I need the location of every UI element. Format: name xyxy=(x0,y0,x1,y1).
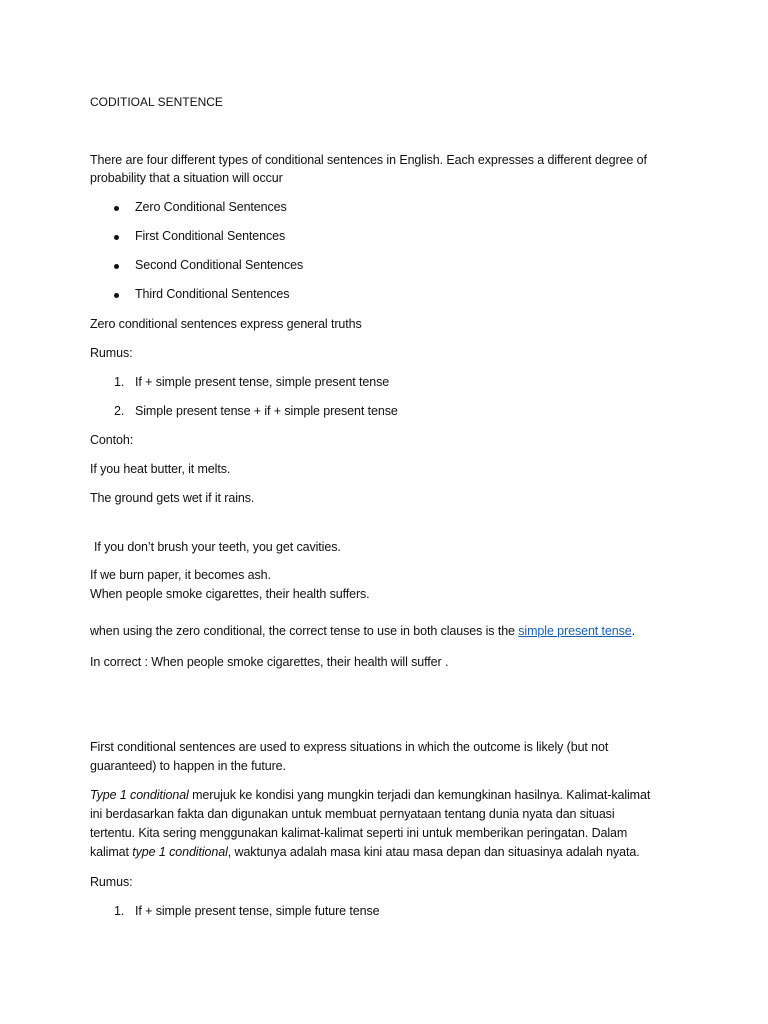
bullet-icon xyxy=(114,293,119,298)
type1-paragraph-line-1 xyxy=(90,787,650,804)
tense-note-text: when using the zero conditional, the correct tense to use in both clauses is the xyxy=(90,624,515,638)
contoh-label: Contoh: xyxy=(90,433,134,447)
type1-text: merujuk ke kondisi yang mungkin terjadi dan kemungkinan hasilnya. Kalimat-kalimat xyxy=(188,788,651,802)
first-conditional-definition-line-1: First conditional sentences are used to express situations in which the outcome is likely (but not xyxy=(90,740,609,754)
list-item-third: Third Conditional Sentences xyxy=(135,287,290,301)
incorrect-example: In correct : When people smoke cigarettes, their health will suffer . xyxy=(90,655,449,669)
type1-italic-term: Type 1 conditional xyxy=(90,788,189,802)
zero-conditional-definition: Zero conditional sentences express general truths xyxy=(90,317,362,331)
example-sentence: If we burn paper, it becomes ash. xyxy=(90,568,271,582)
formula-item: Simple present tense + if + simple present tense xyxy=(135,404,398,418)
intro-paragraph-line-2: probability that a situation will occur xyxy=(90,171,283,185)
intro-paragraph-line-1: There are four different types of conditional sentences in English. Each expresses a different degree of xyxy=(90,153,647,167)
example-sentence: If you don’t brush your teeth, you get cavities. xyxy=(94,540,341,554)
tense-note-period: . xyxy=(631,624,635,638)
document-title: CODITIOAL SENTENCE xyxy=(90,95,223,109)
formula-item: If + simple present tense, simple future tense xyxy=(135,904,380,918)
list-number: 1. xyxy=(114,904,125,918)
list-number: 1. xyxy=(114,375,125,389)
formula-item: If + simple present tense, simple present tense xyxy=(135,375,390,389)
type1-paragraph-line-3: tertentu. Kita sering menggunakan kalimat-kalimat seperti ini untuk memberikan peringatan. Dalam xyxy=(90,826,628,840)
example-sentence: The ground gets wet if it rains. xyxy=(90,491,255,505)
type1-text: , waktunya adalah masa kini atau masa depan dan situasinya adalah nyata. xyxy=(227,845,640,859)
type1-paragraph-line-4 xyxy=(90,844,640,861)
list-item-zero: Zero Conditional Sentences xyxy=(135,200,287,214)
rumus-label: Rumus: xyxy=(90,346,133,360)
list-number: 2. xyxy=(114,404,125,418)
list-item-second: Second Conditional Sentences xyxy=(135,258,304,272)
bullet-icon xyxy=(114,235,119,240)
list-item-first: First Conditional Sentences xyxy=(135,229,286,243)
bullet-icon xyxy=(114,264,119,269)
example-sentence: When people smoke cigarettes, their health suffers. xyxy=(90,587,370,601)
bullet-icon xyxy=(114,206,119,211)
first-conditional-definition-line-2: guaranteed) to happen in the future. xyxy=(90,759,286,773)
rumus-label: Rumus: xyxy=(90,875,133,889)
tense-note xyxy=(90,623,635,640)
example-sentence: If you heat butter, it melts. xyxy=(90,462,231,476)
type1-italic-term: type 1 conditional xyxy=(132,845,228,859)
simple-present-tense-link[interactable]: simple present tense xyxy=(518,624,632,638)
type1-text: kalimat xyxy=(90,845,133,859)
type1-paragraph-line-2: ini berdasarkan fakta dan digunakan untuk membuat pernyataan tentang dunia nyata dan situasi xyxy=(90,807,615,821)
